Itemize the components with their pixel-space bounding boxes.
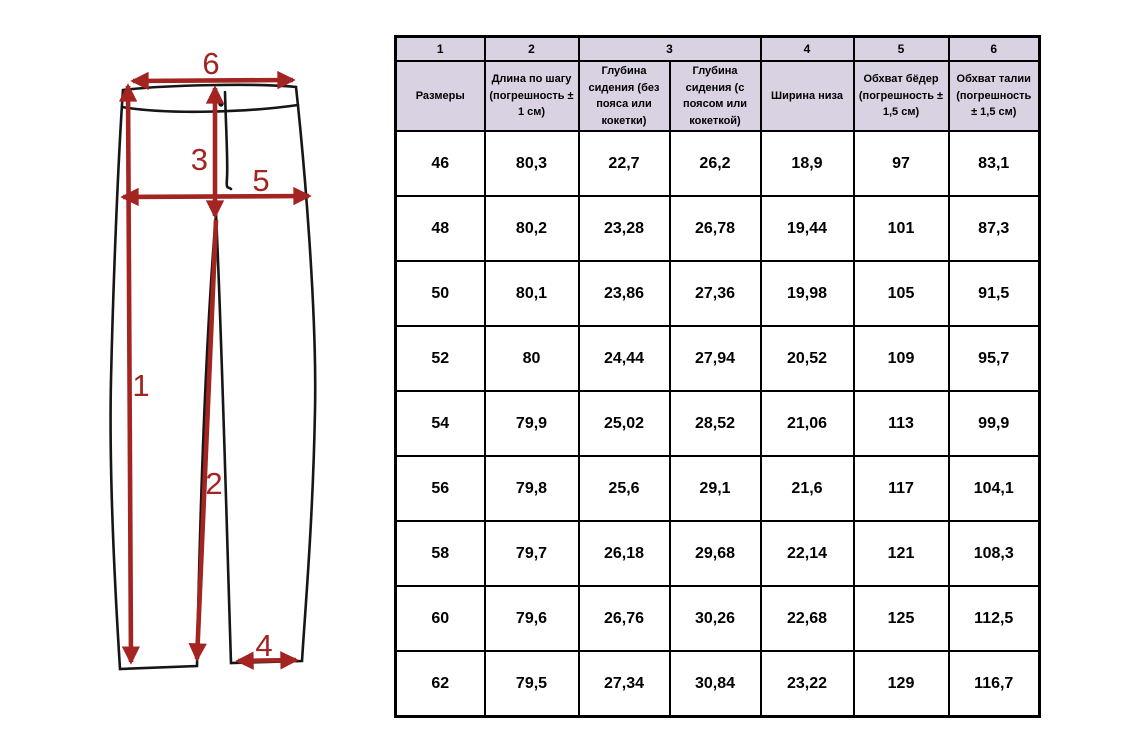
measurement-cell: 30,26 [670, 586, 761, 651]
measurement-cell: 79,8 [485, 456, 579, 521]
measurement-cell: 27,36 [670, 261, 761, 326]
column-number-row [396, 37, 1040, 62]
marker-label-1: 1 [132, 368, 150, 403]
measurement-cell: 87,3 [949, 196, 1040, 261]
measurement-cell: 23,86 [579, 261, 670, 326]
size-table-header [396, 37, 1040, 132]
measurement-cell: 129 [854, 651, 949, 717]
column-header-rise-no-waistband: Глубина сидения (без пояса или кокетки) [579, 61, 670, 131]
size-cell: 50 [396, 261, 485, 326]
column-header-waist-girth: Обхват талии (погрешность ± 1,5 см) [949, 61, 1040, 131]
size-table-body [396, 131, 1040, 717]
measurement-cell: 104,1 [949, 456, 1040, 521]
measurement-cell: 25,02 [579, 391, 670, 456]
measurement-cell: 27,34 [579, 651, 670, 717]
size-row [396, 456, 1040, 521]
column-number: 3 [579, 37, 761, 62]
size-row [396, 586, 1040, 651]
size-cell: 56 [396, 456, 485, 521]
size-row [396, 196, 1040, 261]
measurement-cell: 80,3 [485, 131, 579, 196]
size-cell: 62 [396, 651, 485, 717]
size-row [396, 261, 1040, 326]
measurement-cell: 117 [854, 456, 949, 521]
measurement-cell: 19,44 [761, 196, 854, 261]
marker-label-5: 5 [252, 163, 270, 198]
column-title-row [396, 61, 1040, 131]
measurement-cell: 101 [854, 196, 949, 261]
measurement-cell: 113 [854, 391, 949, 456]
size-row [396, 651, 1040, 717]
measurement-cell: 116,7 [949, 651, 1040, 717]
size-row [396, 131, 1040, 196]
measurement-cell: 21,6 [761, 456, 854, 521]
measurement-cell: 95,7 [949, 326, 1040, 391]
measurement-cell: 27,94 [670, 326, 761, 391]
measurement-cell: 26,18 [579, 521, 670, 586]
pants-measurement-diagram [0, 0, 392, 734]
measurement-cell: 18,9 [761, 131, 854, 196]
measurement-cell: 79,6 [485, 586, 579, 651]
column-number: 1 [396, 37, 485, 62]
measurement-cell: 80,2 [485, 196, 579, 261]
marker-label-3: 3 [190, 142, 208, 177]
marker-label-2: 2 [205, 466, 223, 501]
measurement-cell: 125 [854, 586, 949, 651]
marker-label-4: 4 [255, 628, 273, 663]
size-cell: 46 [396, 131, 485, 196]
arrow-5-hip-width [123, 196, 309, 197]
measurement-cell: 108,3 [949, 521, 1040, 586]
pants-schematic-svg [0, 0, 392, 734]
size-cell: 48 [396, 196, 485, 261]
column-number: 6 [949, 37, 1040, 62]
measurement-cell: 29,1 [670, 456, 761, 521]
measurement-cell: 79,5 [485, 651, 579, 717]
measurement-cell: 24,44 [579, 326, 670, 391]
measurement-cell: 80 [485, 326, 579, 391]
button-dot [218, 101, 223, 106]
size-cell: 54 [396, 391, 485, 456]
measurement-cell: 105 [854, 261, 949, 326]
column-number: 4 [761, 37, 854, 62]
measurement-cell: 80,1 [485, 261, 579, 326]
measurement-cell: 26,78 [670, 196, 761, 261]
measurement-cell: 83,1 [949, 131, 1040, 196]
measurement-cell: 79,7 [485, 521, 579, 586]
measurement-cell: 25,6 [579, 456, 670, 521]
measurement-cell: 19,98 [761, 261, 854, 326]
measurement-cell: 28,52 [670, 391, 761, 456]
size-table [394, 35, 1041, 718]
size-row [396, 521, 1040, 586]
size-row [396, 326, 1040, 391]
measurement-cell: 30,84 [670, 651, 761, 717]
column-header-sizes: Размеры [396, 61, 485, 131]
measurement-cell: 99,9 [949, 391, 1040, 456]
measurement-cell: 22,68 [761, 586, 854, 651]
measurement-cell: 121 [854, 521, 949, 586]
measurement-cell: 26,76 [579, 586, 670, 651]
measurement-cell: 20,52 [761, 326, 854, 391]
column-number: 2 [485, 37, 579, 62]
column-number: 5 [854, 37, 949, 62]
measurement-cell: 26,2 [670, 131, 761, 196]
measurement-cell: 29,68 [670, 521, 761, 586]
size-cell: 58 [396, 521, 485, 586]
measurement-cell: 21,06 [761, 391, 854, 456]
size-cell: 60 [396, 586, 485, 651]
measurement-cell: 112,5 [949, 586, 1040, 651]
column-header-inseam-length: Длина по шагу (погрешность ± 1 см) [485, 61, 579, 131]
column-header-hem-width: Ширина низа [761, 61, 854, 131]
arrow-1-side-length [128, 86, 131, 662]
measurement-cell: 23,28 [579, 196, 670, 261]
size-row [396, 391, 1040, 456]
marker-label-6: 6 [202, 46, 220, 81]
measurement-cell: 109 [854, 326, 949, 391]
measurement-cell: 79,9 [485, 391, 579, 456]
measurement-cell: 22,14 [761, 521, 854, 586]
column-header-rise-with-waistband: Глубина сидения (с поясом или кокеткой) [670, 61, 761, 131]
column-header-hip-girth: Обхват бёдер (погрешность ± 1,5 см) [854, 61, 949, 131]
measurement-cell: 91,5 [949, 261, 1040, 326]
size-cell: 52 [396, 326, 485, 391]
measurement-cell: 22,7 [579, 131, 670, 196]
measurement-cell: 23,22 [761, 651, 854, 717]
measurement-cell: 97 [854, 131, 949, 196]
